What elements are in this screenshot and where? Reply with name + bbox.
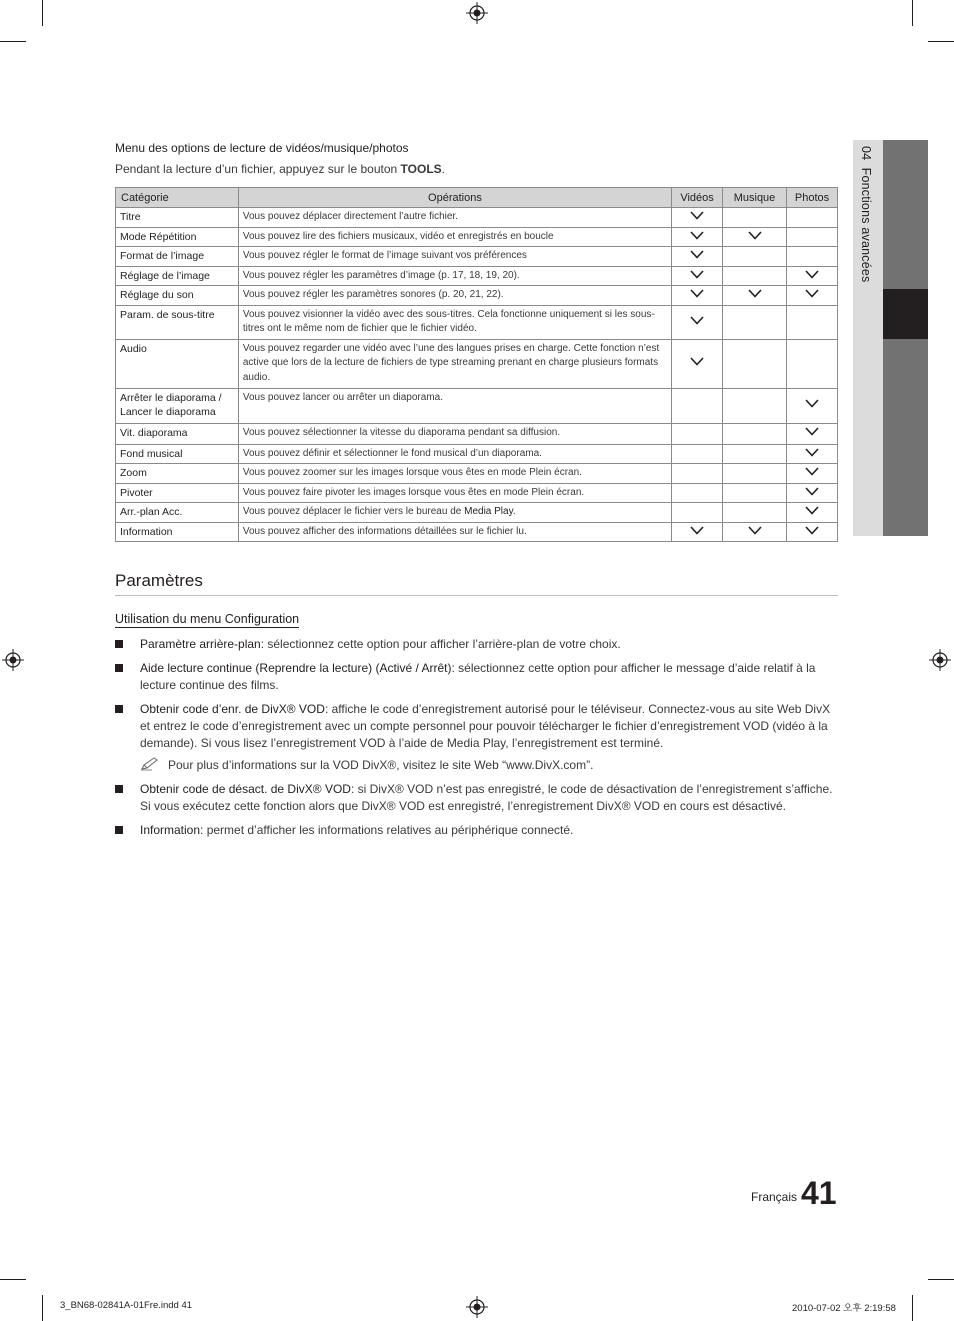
cell-music xyxy=(723,388,787,423)
cell-videos xyxy=(672,286,723,306)
table-row xyxy=(116,444,838,464)
cell-music xyxy=(723,339,787,388)
cell-category: Réglage du son xyxy=(116,286,239,306)
header-videos: Vidéos xyxy=(672,188,723,208)
chapter-title: Fonctions avancées xyxy=(859,167,873,283)
cell-category: Pivoter xyxy=(116,483,239,503)
cell-operation: Vous pouvez définir et sélectionner le fond musical d’un diaporama. xyxy=(238,444,671,464)
cell-photos xyxy=(787,247,838,267)
list-item: Obtenir code d’enr. de DivX® VOD: affiche le code d’enregistrement autorisé pour le téléviseur. Connectez-vous au site Web DivX et entrez le code d’enregistrement avec un compte personnel pour pouvoir télécharger le fichier d’enregistrement VOD (vidéo à la demande). Si vous lisez l’enregistrement VOD à l’aide de Media Play, l’enregistrement est terminé. xyxy=(115,701,835,752)
cell-operation: Vous pouvez régler les paramètres d’image (p. 17, 18, 19, 20). xyxy=(238,266,671,286)
crop-mark xyxy=(0,41,26,42)
cell-photos xyxy=(787,388,838,423)
table-row xyxy=(116,522,838,542)
tools-button-label: TOOLS xyxy=(400,162,442,176)
chapter-tab-label xyxy=(859,146,873,282)
cell-music xyxy=(723,464,787,484)
table-row xyxy=(116,503,838,523)
cell-category: Titre xyxy=(116,208,239,228)
check-mark-icon xyxy=(748,231,762,240)
crop-mark xyxy=(912,0,913,26)
cell-category: Vit. diaporama xyxy=(116,423,239,444)
cell-videos xyxy=(672,227,723,247)
cell-operation: Vous pouvez visionner la vidéo avec des sous-titres. Cela fonctionne uniquement si les sous-titres ont le même nom de fichier que le fichier vidéo. xyxy=(238,305,671,339)
cell-photos xyxy=(787,266,838,286)
bullet-square-icon xyxy=(115,640,123,648)
table-row xyxy=(116,339,838,388)
section-divider xyxy=(115,595,838,596)
page-number: 41 xyxy=(801,1175,837,1211)
cell-operation: Vous pouvez déplacer directement l’autre fichier. xyxy=(238,208,671,228)
crop-mark xyxy=(42,1295,43,1321)
table-row xyxy=(116,247,838,267)
check-mark-icon xyxy=(805,427,819,436)
crop-mark xyxy=(928,1279,954,1280)
check-mark-icon xyxy=(690,289,704,298)
cell-videos xyxy=(672,423,723,444)
cell-photos xyxy=(787,483,838,503)
check-mark-icon xyxy=(690,211,704,220)
bullet-square-icon xyxy=(115,785,123,793)
cell-operation: Vous pouvez afficher des informations détaillées sur le fichier lu. xyxy=(238,522,671,542)
cell-category: Param. de sous-titre xyxy=(116,305,239,339)
table-header-row xyxy=(116,188,838,208)
cell-music xyxy=(723,483,787,503)
table-row xyxy=(116,464,838,484)
bullet-square-icon xyxy=(115,705,123,713)
cell-music xyxy=(723,522,787,542)
list-item: Aide lecture continue (Reprendre la lecture) (Activé / Arrêt): sélectionnez cette option pour afficher le message d’aide relatif à la lecture continue des films. xyxy=(115,660,835,694)
crop-mark xyxy=(912,1295,913,1321)
table-row xyxy=(116,423,838,444)
options-menu-heading: Menu des options de lecture de vidéos/musique/photos xyxy=(115,141,409,155)
note-text: Pour plus d’informations sur la VOD DivX®, visitez le site Web “www.DivX.com”. xyxy=(168,758,594,772)
cell-music xyxy=(723,227,787,247)
table-row xyxy=(116,483,838,503)
cell-photos xyxy=(787,286,838,306)
header-category: Catégorie xyxy=(116,188,239,208)
cell-music xyxy=(723,266,787,286)
check-mark-icon xyxy=(805,270,819,279)
cell-category: Information xyxy=(116,522,239,542)
crop-mark xyxy=(0,1279,26,1280)
cell-videos xyxy=(672,247,723,267)
check-mark-icon xyxy=(805,467,819,476)
cell-videos xyxy=(672,305,723,339)
list-item: Obtenir code de désact. de DivX® VOD: si DivX® VOD n’est pas enregistré, le code de désactivation de l’enregistrement s’affiche. Si vous exécutez cette fonction alors que DivX® VOD est enregistré, l’enregistrement DivX® VOD en cours est désactivé. xyxy=(115,781,835,815)
cell-operation: Vous pouvez lancer ou arrêter un diaporama. xyxy=(238,388,671,423)
slug-file-info: 3_BN68-02841A-01Fre.indd 41 xyxy=(60,1300,193,1311)
check-mark-icon xyxy=(805,506,819,515)
cell-music xyxy=(723,503,787,523)
cell-operation: Vous pouvez régler le format de l’image suivant vos préférences xyxy=(238,247,671,267)
section-title: Paramètres xyxy=(115,571,203,590)
header-operations: Opérations xyxy=(238,188,671,208)
check-mark-icon xyxy=(805,448,819,457)
cell-music xyxy=(723,286,787,306)
cell-music xyxy=(723,423,787,444)
bullet-square-icon xyxy=(115,826,123,834)
options-menu-intro: Pendant la lecture d’un fichier, appuyez sur le bouton TOOLS. xyxy=(115,162,445,176)
list-item: Information: permet d’afficher les informations relatives au périphérique connecté. xyxy=(115,822,835,839)
cell-operation: Vous pouvez régler les paramètres sonores (p. 20, 21, 22). xyxy=(238,286,671,306)
cell-videos xyxy=(672,388,723,423)
table-row xyxy=(116,305,838,339)
cell-operation: Vous pouvez faire pivoter les images lorsque vous êtes en mode Plein écran. xyxy=(238,483,671,503)
cell-videos xyxy=(672,339,723,388)
table-row xyxy=(116,227,838,247)
registration-mark-icon xyxy=(2,649,24,671)
chapter-number: 04 xyxy=(859,146,873,161)
table-row xyxy=(116,388,838,423)
check-mark-icon xyxy=(805,487,819,496)
check-mark-icon xyxy=(690,316,704,325)
table-row xyxy=(116,286,838,306)
header-music: Musique xyxy=(723,188,787,208)
options-table xyxy=(115,187,838,542)
check-mark-icon xyxy=(805,289,819,298)
cell-videos xyxy=(672,522,723,542)
check-mark-icon xyxy=(690,526,704,535)
table-row xyxy=(116,266,838,286)
footer-language: Français xyxy=(751,1190,798,1204)
note xyxy=(140,757,593,772)
cell-photos xyxy=(787,227,838,247)
check-mark-icon xyxy=(748,526,762,535)
cell-category: Format de l’image xyxy=(116,247,239,267)
check-mark-icon xyxy=(690,270,704,279)
cell-music xyxy=(723,247,787,267)
cell-operation: Vous pouvez sélectionner la vitesse du diaporama pendant sa diffusion. xyxy=(238,423,671,444)
subsection-heading: Utilisation du menu Configuration xyxy=(115,612,300,626)
registration-mark-icon xyxy=(929,649,951,671)
cell-photos xyxy=(787,503,838,523)
cell-photos xyxy=(787,305,838,339)
cell-videos xyxy=(672,464,723,484)
check-mark-icon xyxy=(805,526,819,535)
slug-timestamp: 2010-07-02 오후 2:19:58 xyxy=(792,1303,896,1314)
cell-operation: Vous pouvez regarder une vidéo avec l’une des langues prises en charge. Cette fonction n’est active que lors de la lecture de fichiers de type streaming prenant en charge plusieurs formats audio. xyxy=(238,339,671,388)
check-mark-icon xyxy=(690,357,704,366)
cell-operation: Vous pouvez lire des fichiers musicaux, vidéo et enregistrés en boucle xyxy=(238,227,671,247)
cell-photos xyxy=(787,522,838,542)
registration-mark-icon xyxy=(466,2,488,24)
cell-operation: Vous pouvez zoomer sur les images lorsque vous êtes en mode Plein écran. xyxy=(238,464,671,484)
cell-photos xyxy=(787,464,838,484)
check-mark-icon xyxy=(748,289,762,298)
chapter-tab-marker xyxy=(883,289,928,339)
cell-category: Arrêter le diaporama / Lancer le diaporama xyxy=(116,388,239,423)
check-mark-icon xyxy=(805,399,819,408)
cell-music xyxy=(723,305,787,339)
crop-mark xyxy=(42,0,43,26)
cell-videos xyxy=(672,483,723,503)
cell-videos xyxy=(672,444,723,464)
list-item: Paramètre arrière-plan: sélectionnez cette option pour afficher l’arrière-plan de votre choix. xyxy=(115,636,835,653)
crop-mark xyxy=(928,41,954,42)
bullet-square-icon xyxy=(115,664,123,672)
check-mark-icon xyxy=(690,250,704,259)
check-mark-icon xyxy=(690,231,704,240)
cell-category: Fond musical xyxy=(116,444,239,464)
cell-videos xyxy=(672,503,723,523)
table-row xyxy=(116,208,838,228)
cell-photos xyxy=(787,423,838,444)
cell-category: Réglage de l’image xyxy=(116,266,239,286)
cell-operation: Vous pouvez déplacer le fichier vers le bureau de Media Play. xyxy=(238,503,671,523)
cell-music xyxy=(723,208,787,228)
cell-category: Zoom xyxy=(116,464,239,484)
cell-photos xyxy=(787,444,838,464)
cell-category: Arr.-plan Acc. xyxy=(116,503,239,523)
registration-mark-icon xyxy=(466,1296,488,1318)
cell-category: Mode Répétition xyxy=(116,227,239,247)
pencil-note-icon xyxy=(140,757,160,771)
cell-photos xyxy=(787,208,838,228)
header-photos: Photos xyxy=(787,188,838,208)
cell-music xyxy=(723,444,787,464)
cell-category: Audio xyxy=(116,339,239,388)
cell-videos xyxy=(672,266,723,286)
cell-photos xyxy=(787,339,838,388)
cell-videos xyxy=(672,208,723,228)
media-play-label: Media Play xyxy=(464,506,513,517)
